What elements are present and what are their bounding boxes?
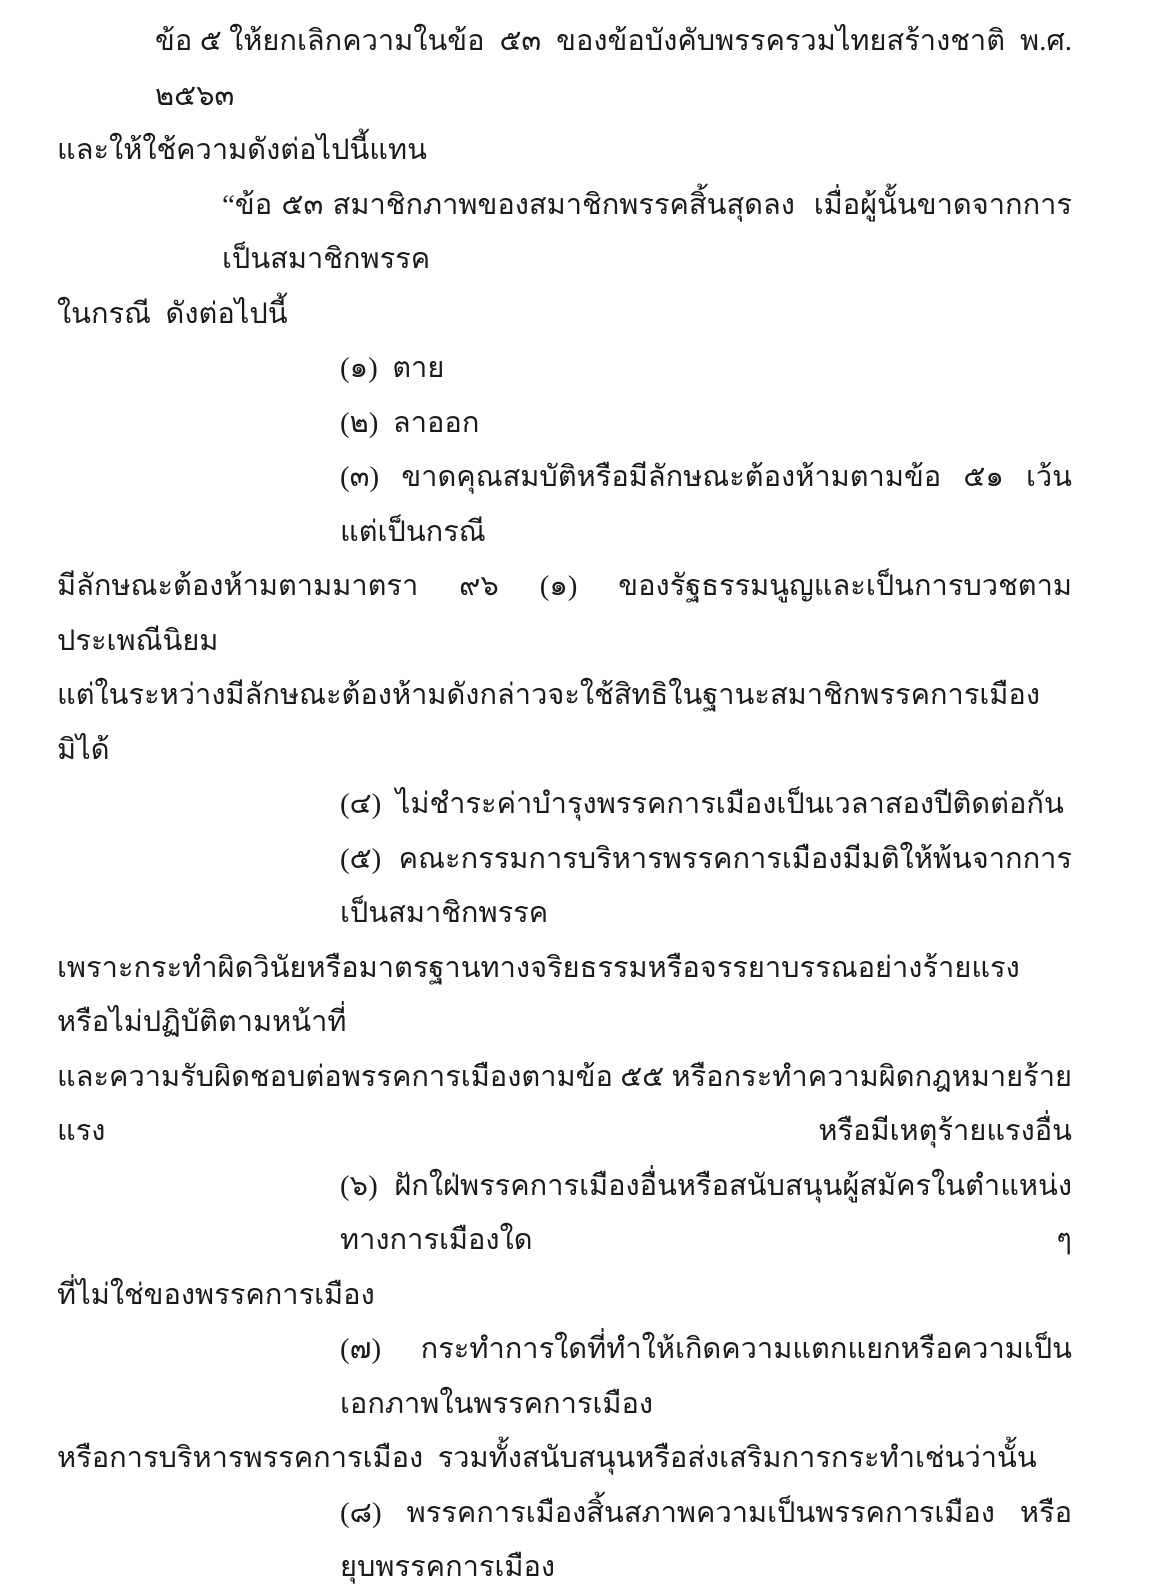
document-line: (๒) ลาออก: [340, 406, 480, 439]
document-line: หรือการบริหารพรรคการเมือง รวมทั้งสนับสนุนหรือส่งเสริมการกระทำเช่นว่านั้น: [57, 1442, 1037, 1474]
document-line: มีลักษณะต้องห้ามตามมาตรา ๙๖ (๑) ของรัฐธรรมนูญและเป็นการบวชตามประเพณีนิยม: [57, 570, 1072, 657]
document-line: และความรับผิดชอบต่อพรรคการเมืองตามข้อ ๕๕ หรือกระทำความผิดกฎหมายร้ายแรง หรือมีเหตุร้ายแรงอื่น: [57, 1060, 1072, 1147]
document-line: (๗) กระทำการใดที่ทำให้เกิดความแตกแยกหรือความเป็นเอกภาพในพรรคการเมือง: [340, 1333, 1072, 1420]
document-line: (๑) ตาย: [340, 352, 445, 384]
document-line: ในกรณี ดังต่อไปนี้: [57, 297, 288, 330]
document-line: แต่ในระหว่างมีลักษณะต้องห้ามดังกล่าวจะใช้สิทธิในฐานะสมาชิกพรรคการเมืองมิได้: [57, 679, 1040, 766]
document-line: ข้อ ๕ ให้ยกเลิกความในข้อ ๕๓ ของข้อบังคับพรรครวมไทยสร้างชาติ พ.ศ. ๒๕๖๓: [155, 25, 1080, 112]
document-line: “ข้อ ๕๓ สมาชิกภาพของสมาชิกพรรคสิ้นสุดลง เมื่อผู้นั้นขาดจากการเป็นสมาชิกพรรค: [222, 188, 1072, 275]
document-line: (๖) ฝักใฝ่พรรคการเมืองอื่นหรือสนับสนุนผู้สมัครในตำแหน่งทางการเมืองใด ๆ: [340, 1169, 1072, 1256]
document-line: (๕) คณะกรรมการบริหารพรรคการเมืองมีมติให้พ้นจากการเป็นสมาชิกพรรค: [340, 842, 1072, 929]
document-line: ที่ไม่ใช่ของพรรคการเมือง: [57, 1278, 375, 1311]
document-line: (๔) ไม่ชำระค่าบำรุงพรรคการเมืองเป็นเวลาสองปีติดต่อกัน: [340, 788, 1064, 820]
document-line: เพราะกระทำผิดวินัยหรือมาตรฐานทางจริยธรรมหรือจรรยาบรรณอย่างร้ายแรง หรือไม่ปฏิบัติตามหน้าที่: [57, 951, 1035, 1038]
document-line: และให้ใช้ความดังต่อไปนี้แทน: [57, 134, 427, 166]
document-line: (๓) ขาดคุณสมบัติหรือมีลักษณะต้องห้ามตามข้อ ๕๑ เว้นแต่เป็นกรณี: [340, 461, 1072, 548]
document-line: (๘) พรรคการเมืองสิ้นสภาพความเป็นพรรคการเมือง หรือยุบพรรคการเมือง: [340, 1496, 1072, 1583]
